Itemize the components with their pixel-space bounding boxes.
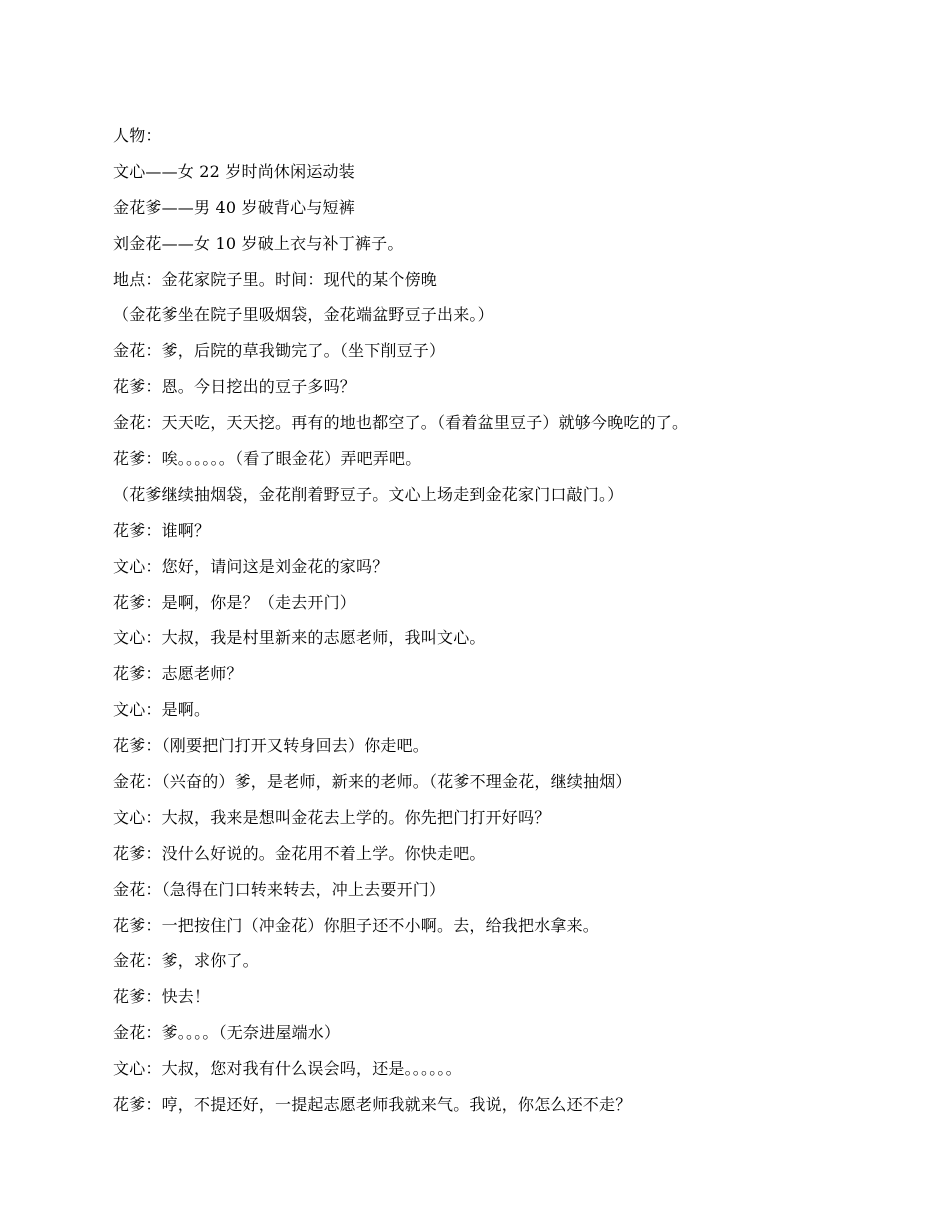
- dialogue-line: 花爹：没什么好说的。金花用不着上学。你快走吧。: [113, 843, 486, 863]
- dialogue-line: 花爹：志愿老师？: [113, 664, 243, 684]
- dialogue-line: 花爹：谁啊？: [113, 520, 211, 540]
- cast-entry-father: 金花爹——男 40 岁破背心与短裤: [113, 197, 355, 217]
- dialogue-line: 金花：（兴奋的）爹，是老师，新来的老师。（花爹不理金花，继续抽烟）: [113, 772, 632, 792]
- dialogue-line: 花爹：唉。。。。。。（看了眼金花）弄吧弄吧。: [113, 449, 422, 469]
- dialogue-line: 文心：您好，请问这是刘金花的家吗？: [113, 556, 389, 576]
- dialogue-line: 花爹：一把按住门（冲金花）你胆子还不小啊。去，给我把水拿来。: [113, 915, 600, 935]
- dialogue-line: 金花：爹。。。。（无奈进屋端水）: [113, 1023, 341, 1043]
- stage-direction: （金花爹坐在院子里吸烟袋，金花端盆野豆子出来。）: [113, 305, 494, 325]
- dialogue-line: 金花：爹，求你了。: [113, 951, 259, 971]
- dialogue-line: 文心：是啊。: [113, 700, 211, 720]
- stage-direction: （花爹继续抽烟袋，金花削着野豆子。文心上场走到金花家门口敲门。）: [113, 484, 624, 504]
- cast-entry-wenxin: 文心——女 22 岁时尚休闲运动装: [113, 161, 355, 181]
- dialogue-line: 花爹：是啊，你是？（走去开门）: [113, 592, 357, 612]
- script-text: [113, 124, 873, 1129]
- dialogue-line: 文心：大叔，您对我有什么误会吗，还是。。。。。。: [113, 1059, 462, 1079]
- dialogue-line: 花爹：恩。今日挖出的豆子多吗？: [113, 377, 357, 397]
- dialogue-line: 花爹：哼，不提还好，一提起志愿老师我就来气。我说，你怎么还不走？: [113, 1095, 632, 1115]
- cast-heading: 人物：: [113, 126, 162, 145]
- dialogue-line: 金花：天天吃，天天挖。再有的地也都空了。（看着盆里豆子）就够今晚吃的了。: [113, 413, 689, 433]
- dialogue-line: 文心：大叔，我来是想叫金花去上学的。你先把门打开好吗？: [113, 807, 551, 827]
- dialogue-line: 金花：爹，后院的草我锄完了。（坐下削豆子）: [113, 341, 446, 361]
- setting-line: 地点：金花家院子里。时间：现代的某个傍晚: [113, 269, 438, 289]
- dialogue-line: 文心：大叔，我是村里新来的志愿老师，我叫文心。: [113, 628, 486, 648]
- cast-entry-jinhua: 刘金花——女 10 岁破上衣与补丁裤子。: [113, 233, 404, 253]
- dialogue-line: 花爹：（刚要把门打开又转身回去）你走吧。: [113, 736, 430, 756]
- dialogue-line: 金花：（急得在门口转来转去，冲上去要开门）: [113, 879, 446, 899]
- dialogue-line: 花爹：快去！: [113, 987, 211, 1007]
